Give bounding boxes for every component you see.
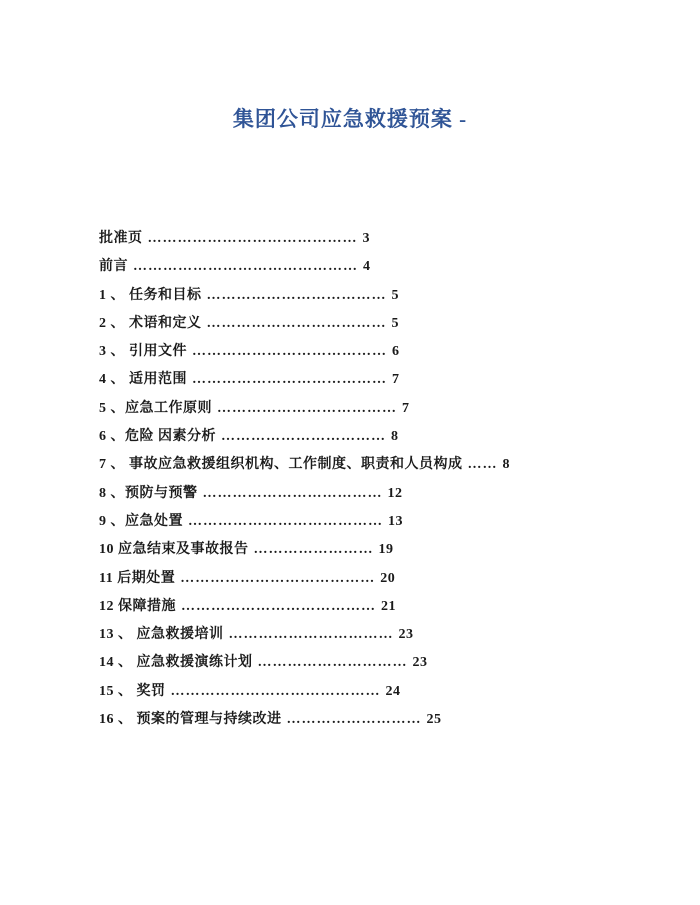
toc-entry-label: 13 、 应急救援培训	[99, 627, 224, 643]
toc-entry-label: 11 后期处置	[99, 570, 176, 586]
toc-entry-label: 9 、应急处置	[99, 513, 183, 529]
toc-entry[interactable]	[99, 706, 640, 734]
toc-entry[interactable]	[99, 310, 640, 338]
toc-entry-label: 7 、 事故应急救援组织机构、工作制度、职责和人员构成	[99, 457, 463, 473]
toc-entry-label: 前言	[99, 259, 128, 275]
toc-page-number: 5	[391, 287, 399, 303]
toc-entry[interactable]	[99, 593, 640, 621]
toc-leader-dots: …………………………………	[192, 372, 387, 388]
toc-page-number: 13	[388, 513, 403, 529]
toc-leader-dots: …………………………	[257, 655, 408, 671]
toc-entry[interactable]	[99, 536, 640, 564]
toc-page-number: 7	[392, 372, 400, 388]
toc-entry[interactable]	[99, 225, 640, 253]
toc-page-number: 19	[378, 542, 394, 558]
toc-page-number: 24	[385, 683, 401, 699]
toc-leader-dots: ………………………………	[206, 315, 387, 331]
toc-entry[interactable]	[99, 253, 640, 281]
toc-page-number: 8	[391, 429, 399, 445]
toc-leader-dots: ……………………………………	[170, 683, 381, 699]
toc-entry-label: 2 、 术语和定义	[99, 315, 202, 331]
toc-entry[interactable]	[99, 480, 640, 508]
toc-page-number: 8	[502, 457, 510, 473]
toc-entry[interactable]	[99, 678, 640, 706]
toc-page-number: 20	[380, 570, 396, 586]
toc-entry[interactable]	[99, 451, 640, 479]
toc-entry[interactable]	[99, 649, 640, 677]
toc-page-number: 3	[362, 231, 370, 246]
toc-page-number: 5	[391, 315, 399, 331]
toc-entry-label: 10 应急结束及事故报告	[99, 542, 249, 558]
toc-leader-dots: ……	[467, 457, 498, 473]
toc-page-number: 4	[363, 259, 371, 275]
toc-entry-label: 12 保障措施	[99, 598, 176, 614]
toc-entry-label: 15 、 奖罚	[99, 683, 166, 699]
toc-leader-dots: ……………………………	[221, 429, 386, 445]
toc-entry-label: 1 、 任务和目标	[99, 287, 202, 303]
toc-entry[interactable]	[99, 395, 640, 423]
toc-page-number: 7	[402, 400, 410, 416]
toc-entry-label: 4 、 适用范围	[99, 372, 187, 388]
toc-entry-label: 5 、应急工作原则	[99, 400, 212, 416]
toc-entry[interactable]	[99, 282, 640, 310]
toc-leader-dots: ……………………	[253, 542, 374, 558]
toc-leader-dots: ………………………	[286, 712, 422, 728]
toc-leader-dots: ……………………………………	[147, 231, 358, 246]
toc-entry[interactable]	[99, 423, 640, 451]
toc-leader-dots: ………………………………	[217, 400, 397, 416]
toc-entry[interactable]	[99, 338, 640, 366]
toc-leader-dots: …………………………………	[188, 513, 383, 529]
toc-entry-label: 批准页	[99, 231, 143, 246]
toc-page-number: 23	[398, 627, 414, 643]
toc-entry[interactable]	[99, 565, 640, 593]
toc-entry[interactable]	[99, 621, 640, 649]
toc-leader-dots: ………………………………	[202, 485, 383, 501]
toc-entry-label: 3 、 引用文件	[99, 344, 187, 360]
table-of-contents	[99, 225, 640, 734]
toc-leader-dots: ………………………………	[206, 287, 387, 303]
toc-entry-label: 6 、危险 因素分析	[99, 429, 216, 445]
toc-page-number: 6	[392, 344, 400, 360]
toc-entry-label: 14 、 应急救援演练计划	[99, 655, 253, 671]
page-title: 集团公司应急救援预案 -	[232, 107, 468, 131]
toc-page-number: 23	[412, 655, 428, 671]
toc-leader-dots: …………………………………	[181, 598, 376, 614]
toc-leader-dots: …………………………………	[180, 570, 376, 586]
toc-page-number: 25	[426, 712, 442, 728]
toc-entry-label: 16 、 预案的管理与持续改进	[99, 712, 282, 728]
toc-page-number: 21	[381, 598, 396, 614]
toc-page-number: 12	[387, 485, 403, 501]
toc-entry-label: 8 、预防与预警	[99, 485, 198, 501]
toc-entry[interactable]	[99, 508, 640, 536]
toc-entry[interactable]	[99, 366, 640, 394]
toc-leader-dots: …………………………………	[192, 344, 387, 360]
toc-leader-dots: ……………………………	[228, 627, 394, 643]
toc-leader-dots: ………………………………………	[133, 259, 358, 275]
